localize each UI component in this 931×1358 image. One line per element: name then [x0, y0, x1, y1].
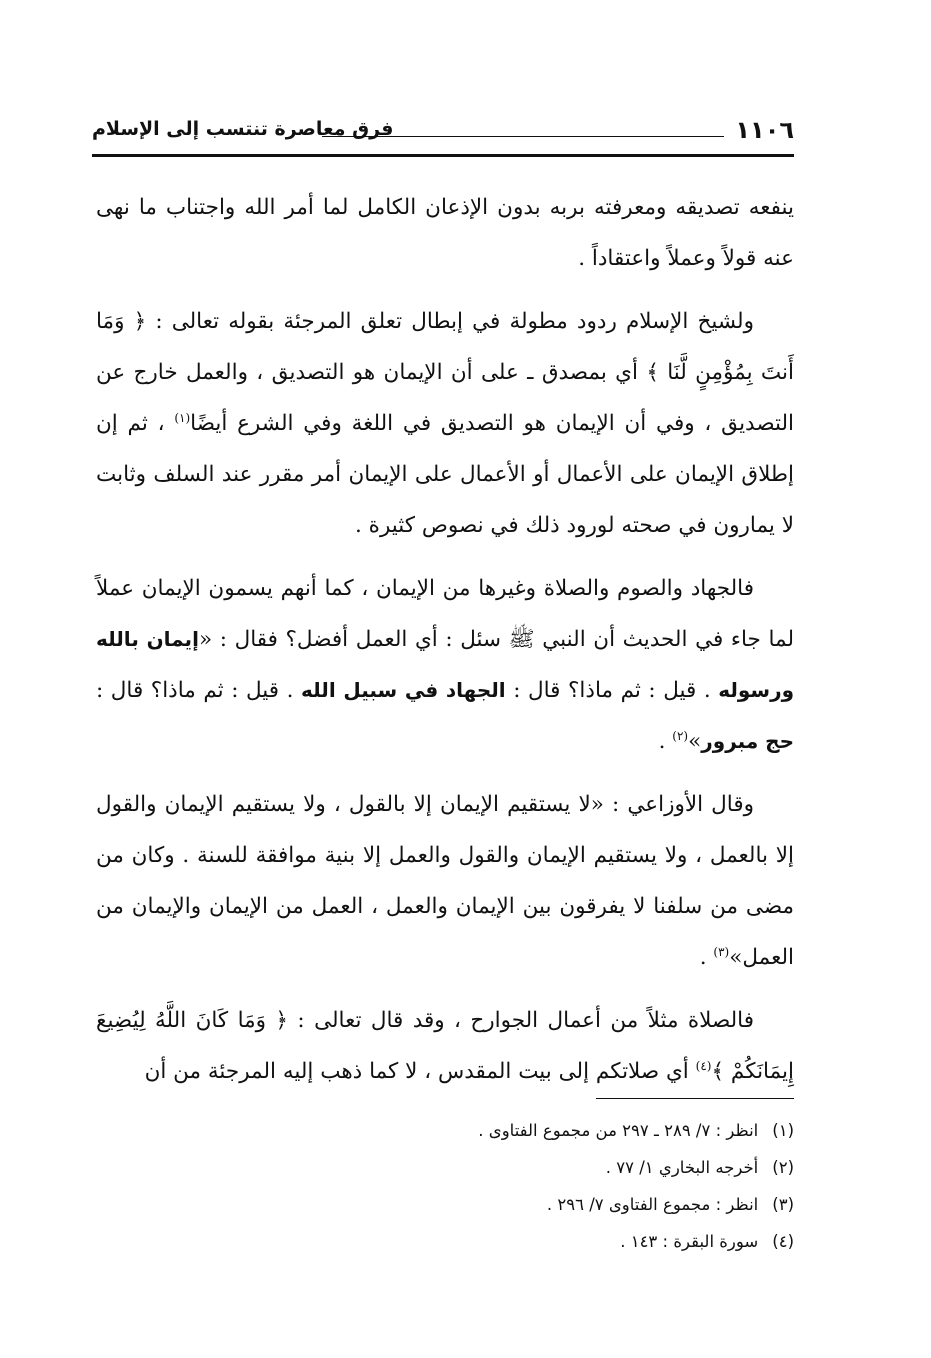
paragraph-5-text-a: فالصلاة مثلاً من أعمال الجوارح ، وقد قال تعالى : ﴿ وَمَا كَانَ اللَّهُ لِيُضِيعَ إِيمَانَكُمْ ﴾ [96, 1008, 794, 1084]
footnote-ref-1: (١) [174, 410, 191, 425]
footnote-number: (٤) [772, 1232, 794, 1251]
page-header [92, 112, 794, 156]
running-title: فرق معاصرة تنتسب إلى الإسلام [92, 118, 394, 140]
footnote-item [234, 1186, 794, 1223]
paragraph-4-text-b: . [699, 945, 714, 970]
paragraph-1 [96, 182, 794, 284]
hadith-answer-1: إيمان بالله ورسوله [96, 627, 795, 702]
hadith-answer-2: الجهاد في سبيل الله [301, 678, 506, 702]
footnote-separator [596, 1098, 794, 1099]
footnote-ref-2: (٢) [672, 728, 689, 743]
footnote-text: سورة البقرة : ١٤٣ . [620, 1232, 759, 1251]
footnote-text: أخرجه البخاري ١/ ٧٧ . [605, 1158, 759, 1177]
paragraph-3-text-c: . قيل : ثم ماذا؟ قال : [505, 678, 719, 703]
paragraph-3 [96, 563, 794, 767]
paragraph-2-text-a: ولشيخ الإسلام ردود مطولة في إبطال تعلق المرجئة بقوله تعالى : ﴿ وَمَا أَنتَ بِمُؤْمِنٍ لَّنَا ﴾ أي بمصدق ـ على أن الإيمان هو التصديق ، والعمل خارج عن التصديق ، وفي أن الإيمان هو التصديق في اللغة وفي الشرع أيضًا [96, 309, 794, 436]
paragraph-3-text-e: » [688, 729, 702, 754]
paragraph-3-text-d: . قيل : ثم ماذا؟ قال : [96, 678, 302, 703]
paragraph-5 [96, 995, 794, 1097]
footnote-item [234, 1112, 794, 1149]
paragraph-3-text-f: . [658, 729, 673, 754]
footnote-number: (١) [772, 1121, 794, 1140]
footnote-number: (٢) [772, 1158, 794, 1177]
footnote-number: (٣) [772, 1195, 794, 1214]
paragraph-2-text-b: ، ثم إن إطلاق الإيمان على الأعمال أو الأعمال على الإيمان أمر مقرر عند السلف وثابت لا يمارون في صحته لورود ذلك في نصوص كثيرة . [96, 411, 794, 538]
header-rule [92, 154, 794, 157]
body-text [96, 182, 794, 1109]
footnotes [234, 1112, 794, 1260]
footnote-text: انظر : ٧/ ٢٨٩ ـ ٢٩٧ من مجموع الفتاوى . [478, 1121, 759, 1140]
footnote-ref-3: (٣) [713, 944, 730, 959]
hadith-answer-3: حج مبرور [701, 729, 794, 753]
paragraph-2 [96, 296, 794, 551]
footnote-item [234, 1149, 794, 1186]
paragraph-4-text-a: وقال الأوزاعي : «لا يستقيم الإيمان إلا بالقول ، ولا يستقيم الإيمان والقول إلا بالعمل ، ولا يستقيم الإيمان والقول والعمل إلا بنية موافقة للسنة . وكان من مضى من سلفنا لا يفرقون بين الإيمان والعمل ، العمل من الإيمان والإيمان من العمل» [96, 792, 794, 970]
paragraph-5-text-b: أي صلاتكم إلى بيت المقدس ، لا كما ذهب إليه المرجئة من أن [144, 1059, 696, 1084]
footnote-text: انظر : مجموع الفتاوى ٧/ ٢٩٦ . [546, 1195, 759, 1214]
footnote-ref-4: (٤) [695, 1058, 712, 1073]
paragraph-3-text-a: فالجهاد والصوم والصلاة وغيرها من الإيمان ، كما أنهم يسمون الإيمان عملاً لما جاء في الحديث أن النبي ﷺ سئل : أي العمل أفضل؟ فقال : « [96, 576, 794, 652]
paragraph-4 [96, 779, 794, 983]
footnote-item [234, 1223, 794, 1260]
paragraph-1-text: ينفعه تصديقه ومعرفته بربه بدون الإذعان الكامل لما أمر الله واجتناب ما نهى عنه قولاً وعملاً واعتقاداً . [96, 195, 794, 271]
page-number: ١١٠٦ [735, 116, 794, 144]
